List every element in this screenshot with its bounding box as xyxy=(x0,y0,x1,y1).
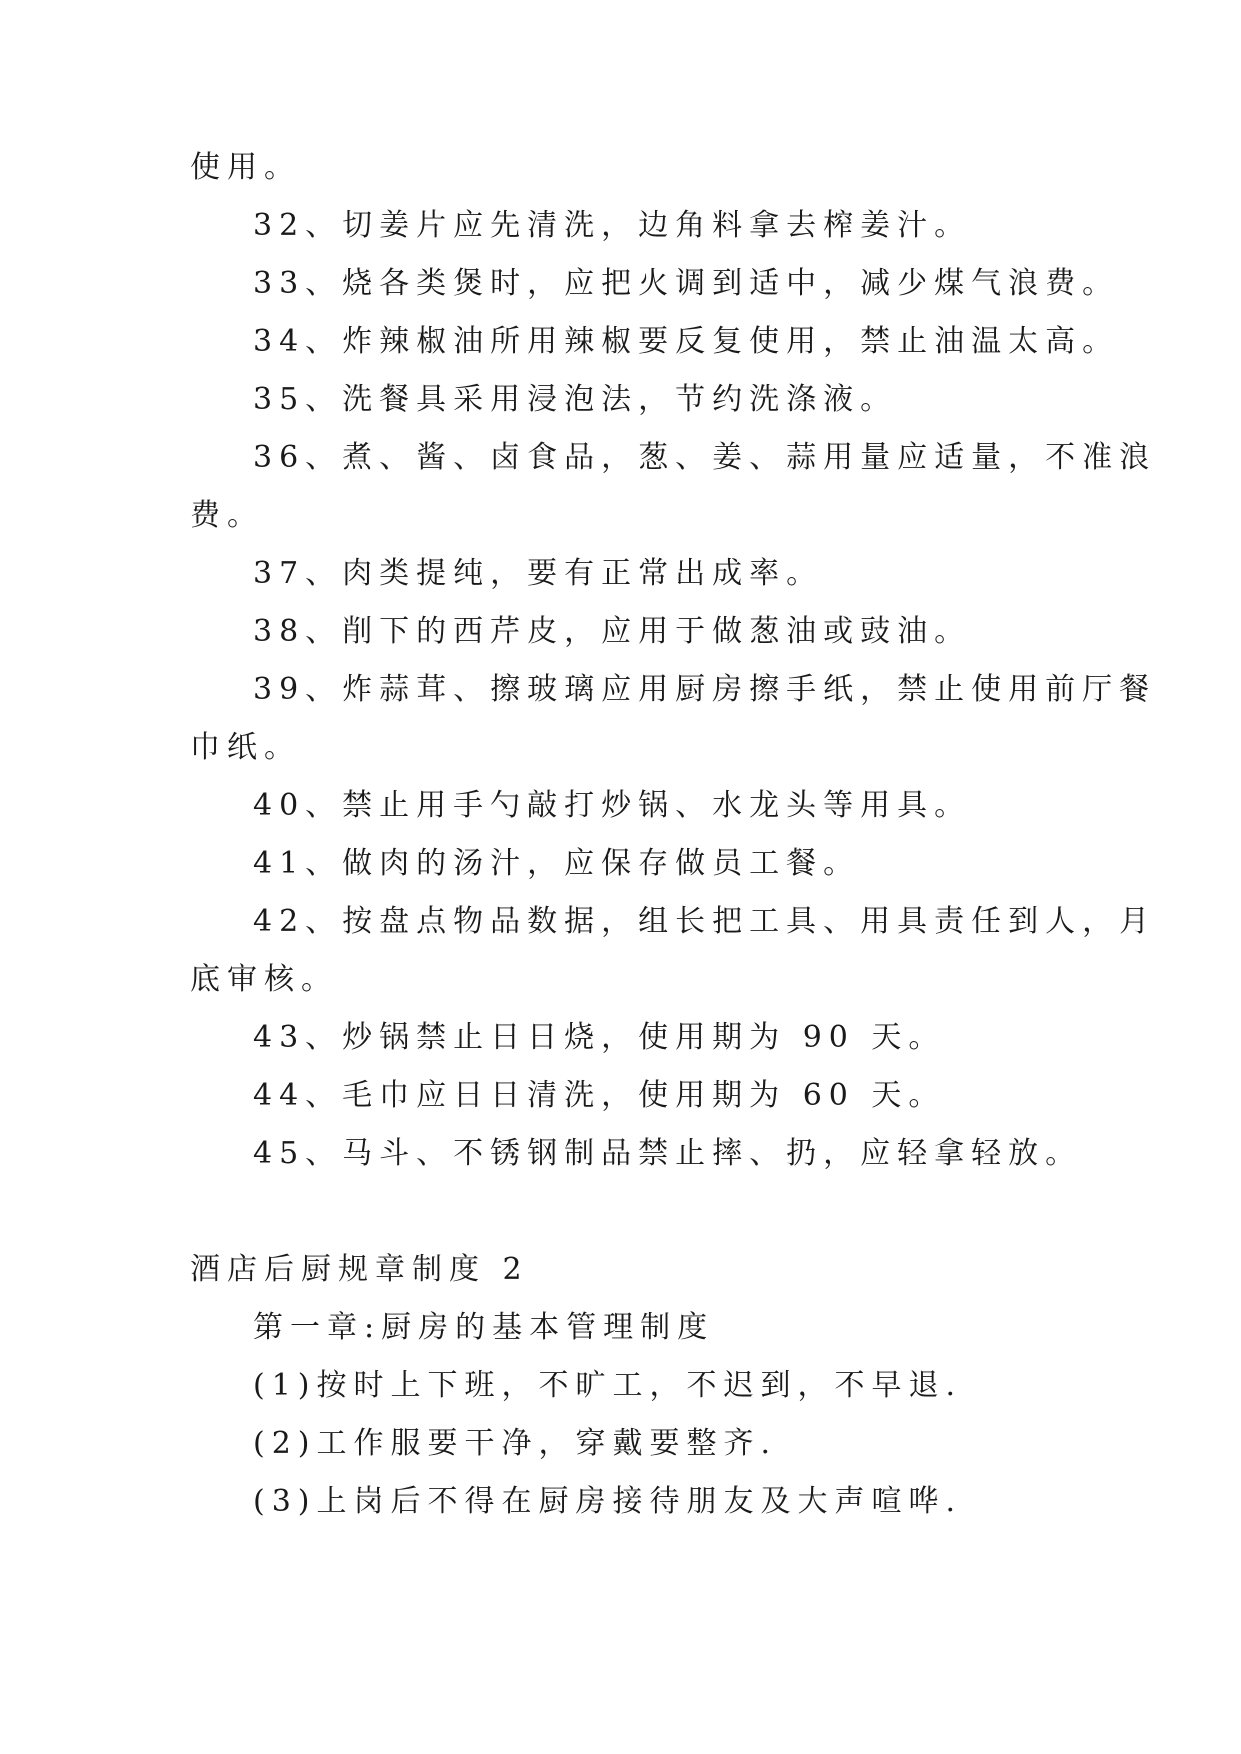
text-line: (3)上岗后不得在厨房接待朋友及大声喧哗. xyxy=(253,1484,963,1519)
text-line: (2)工作服要干净，穿戴要整齐. xyxy=(253,1426,778,1461)
text-line: 费。 xyxy=(190,498,264,533)
text-line: 42、按盘点物品数据，组长把工具、用具责任到人，月 xyxy=(253,904,1157,939)
text-line: 37、肉类提纯，要有正常出成率。 xyxy=(253,556,824,591)
text-line: 33、烧各类煲时，应把火调到适中，减少煤气浪费。 xyxy=(253,266,1120,301)
text-line: 44、毛巾应日日清洗，使用期为 60 天。 xyxy=(253,1078,946,1113)
text-line: (1)按时上下班，不旷工，不迟到，不早退. xyxy=(253,1368,963,1403)
chapter-heading: 第一章:厨房的基本管理制度 xyxy=(253,1310,715,1345)
text-line: 巾纸。 xyxy=(190,730,301,765)
text-line: 使用。 xyxy=(190,150,301,185)
section-title: 酒店后厨规章制度 2 xyxy=(190,1252,529,1287)
text-line: 36、煮、酱、卤食品，葱、姜、蒜用量应适量，不准浪 xyxy=(253,440,1157,475)
text-line: 39、炸蒜茸、擦玻璃应用厨房擦手纸，禁止使用前厅餐 xyxy=(253,672,1157,707)
text-line: 40、禁止用手勺敲打炒锅、水龙头等用具。 xyxy=(253,788,972,823)
text-line: 35、洗餐具采用浸泡法，节约洗涤液。 xyxy=(253,382,898,417)
text-line: 底审核。 xyxy=(190,962,338,997)
text-line: 45、马斗、不锈钢制品禁止摔、扔，应轻拿轻放。 xyxy=(253,1136,1083,1171)
text-line: 38、削下的西芹皮，应用于做葱油或豉油。 xyxy=(253,614,972,649)
text-line: 34、炸辣椒油所用辣椒要反复使用，禁止油温太高。 xyxy=(253,324,1120,359)
text-line: 32、切姜片应先清洗，边角料拿去榨姜汁。 xyxy=(253,208,972,243)
text-line: 43、炒锅禁止日日烧，使用期为 90 天。 xyxy=(253,1020,946,1055)
text-line: 41、做肉的汤汁，应保存做员工餐。 xyxy=(253,846,861,881)
